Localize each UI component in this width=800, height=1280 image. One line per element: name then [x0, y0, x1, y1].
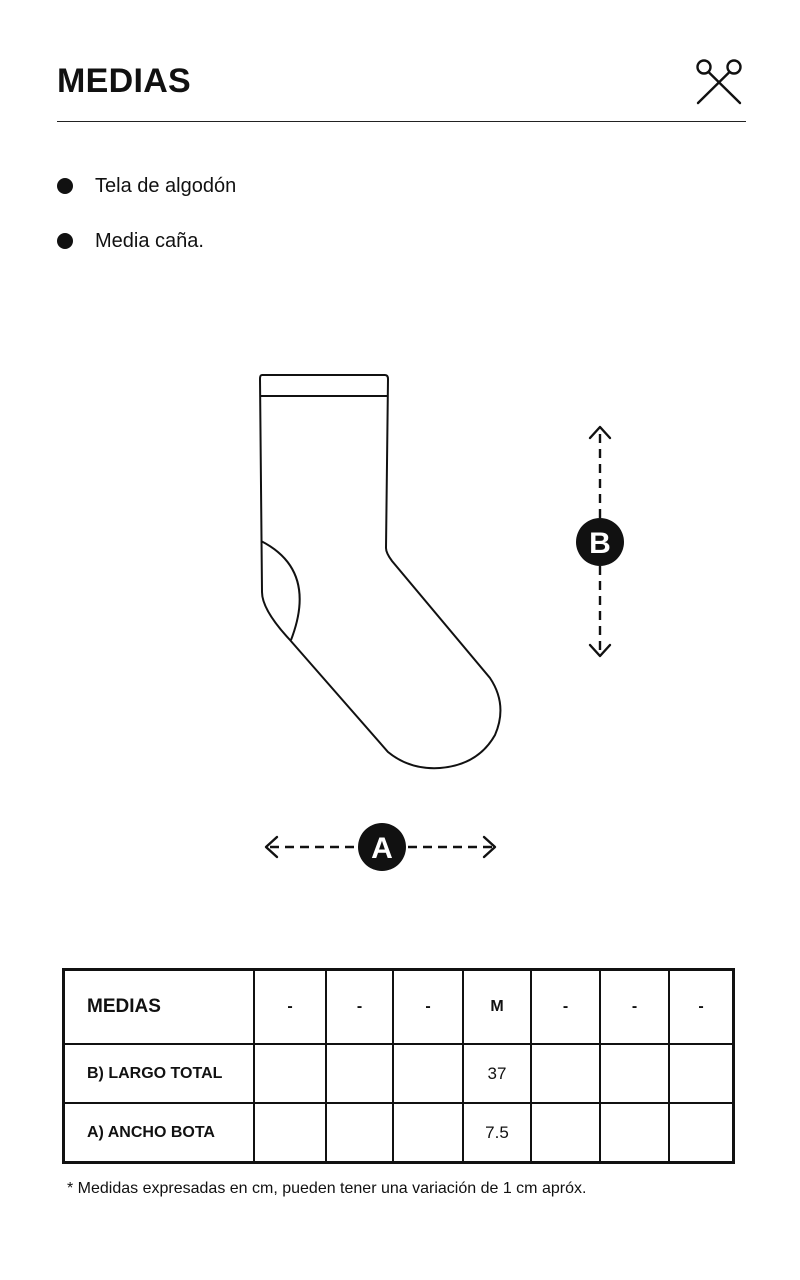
table-cell — [531, 1103, 600, 1163]
feature-text: Media caña. — [95, 230, 204, 252]
bullet-icon — [57, 178, 73, 194]
size-table-title: MEDIAS — [64, 970, 255, 1045]
table-cell — [326, 1103, 393, 1163]
size-table-header-row — [64, 970, 734, 1045]
dimension-a-label: A — [371, 832, 393, 865]
table-cell — [669, 1103, 734, 1163]
feature-item — [57, 227, 236, 282]
table-cell — [393, 1103, 463, 1163]
feature-item — [57, 172, 236, 227]
bullet-icon — [57, 233, 73, 249]
table-cell: 7.5 — [463, 1103, 531, 1163]
table-cell — [254, 1044, 326, 1103]
table-cell — [531, 1044, 600, 1103]
footnote: * Medidas expresadas en cm, pueden tener una variación de 1 cm apróx. — [67, 1180, 587, 1197]
row-label: B) LARGO TOTAL — [64, 1044, 255, 1103]
table-cell — [600, 1044, 669, 1103]
size-column-header: - — [393, 970, 463, 1045]
table-row — [64, 1103, 734, 1163]
row-label: A) ANCHO BOTA — [64, 1103, 255, 1163]
scissors-icon — [692, 56, 746, 106]
table-cell — [669, 1044, 734, 1103]
header-divider — [57, 121, 746, 122]
size-column-header: - — [531, 970, 600, 1045]
table-cell — [600, 1103, 669, 1163]
table-cell — [393, 1044, 463, 1103]
size-column-header: M — [463, 970, 531, 1045]
size-column-header: - — [669, 970, 734, 1045]
table-row — [64, 1044, 734, 1103]
size-column-header: - — [600, 970, 669, 1045]
feature-list — [57, 172, 236, 282]
table-cell: 37 — [463, 1044, 531, 1103]
table-cell — [326, 1044, 393, 1103]
sock-illustration — [260, 375, 500, 768]
sock-diagram — [0, 360, 800, 900]
table-cell — [254, 1103, 326, 1163]
size-column-header: - — [254, 970, 326, 1045]
dimension-b-label: B — [589, 527, 611, 560]
feature-text: Tela de algodón — [95, 175, 237, 197]
size-table — [62, 968, 735, 1164]
page-title: MEDIAS — [57, 62, 192, 100]
size-column-header: - — [326, 970, 393, 1045]
